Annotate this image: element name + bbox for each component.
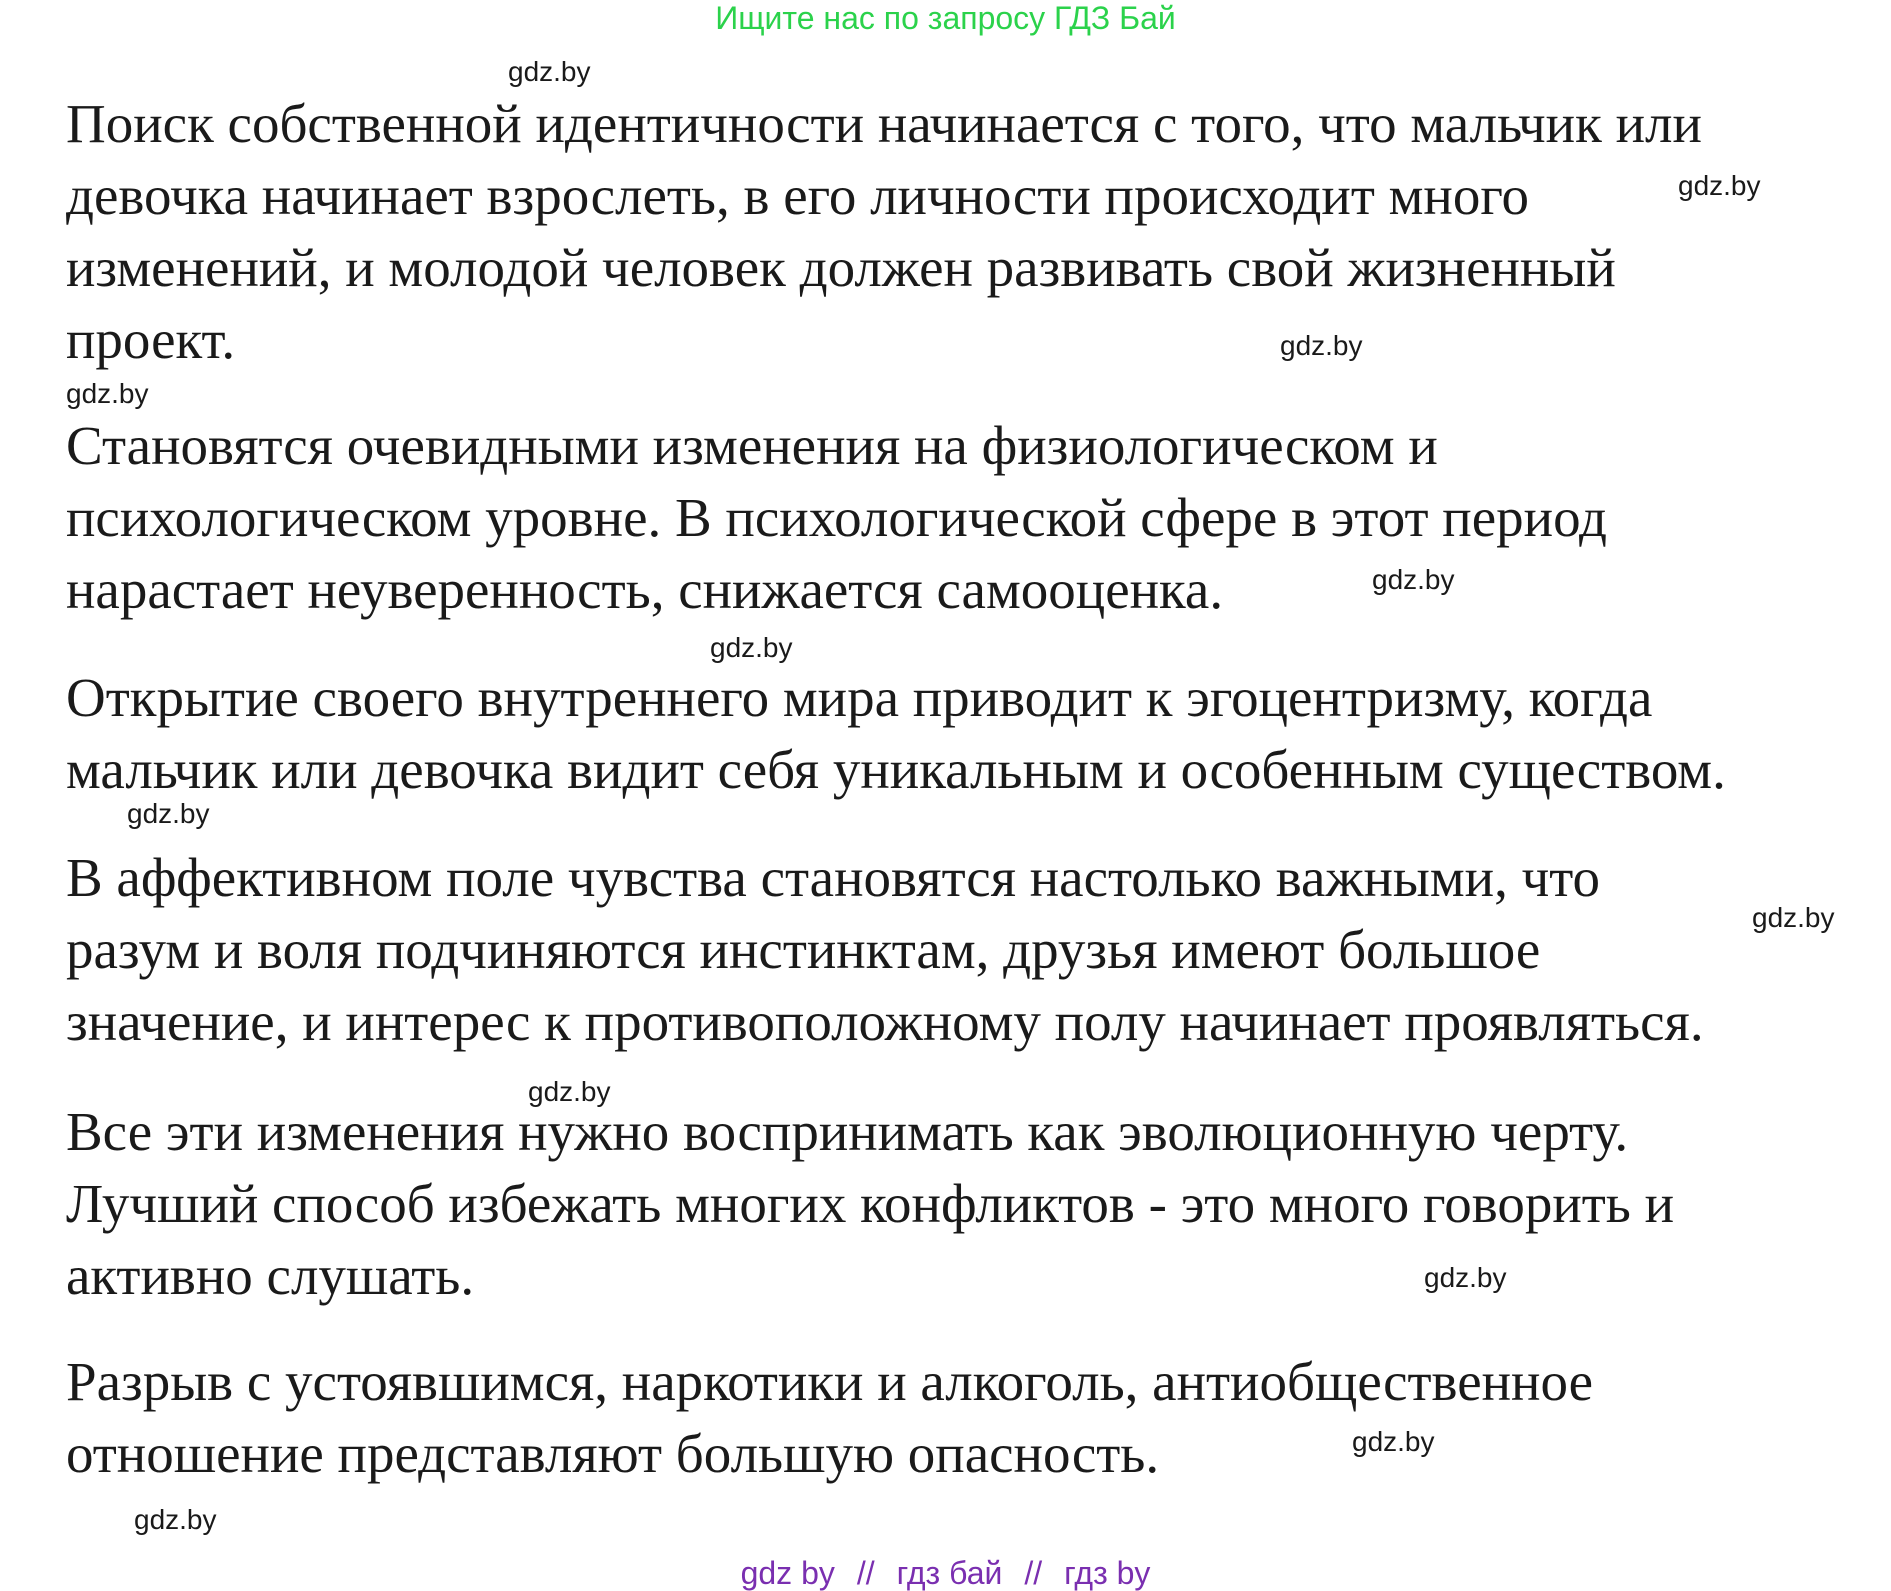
watermark: gdz.by <box>508 56 591 87</box>
footer-link-gdz-bai[interactable]: гдз бай <box>896 1555 1003 1591</box>
watermark: gdz.by <box>1752 902 1835 933</box>
promo-banner: Ищите нас по запросу ГДЗ Бай <box>715 0 1176 36</box>
paragraph-line: нарастает неуверенность, снижается самооценка. <box>66 559 1224 620</box>
footer-link-gdz-by-cyr[interactable]: гдз by <box>1064 1555 1151 1591</box>
paragraph-line: Лучший способ избежать многих конфликтов - это много говорить и <box>66 1173 1675 1234</box>
watermark: gdz.by <box>1678 170 1761 201</box>
watermark: gdz.by <box>528 1076 611 1107</box>
footer-separator: // <box>1024 1555 1043 1591</box>
watermark: gdz.by <box>134 1504 217 1535</box>
paragraph-line: отношение представляют большую опасность. <box>66 1423 1160 1484</box>
watermark: gdz.by <box>66 378 149 409</box>
watermark: gdz.by <box>710 632 793 663</box>
paragraph-line: Все эти изменения нужно воспринимать как эволюционную черту. <box>66 1101 1629 1162</box>
paragraph-affective <box>66 842 1704 1058</box>
paragraph-line: активно слушать. <box>66 1245 475 1306</box>
watermark: gdz.by <box>1280 330 1363 361</box>
paragraph-line: значение, и интерес к противоположному полу начинает проявляться. <box>66 991 1704 1052</box>
paragraph-line: психологическом уровне. В психологической сфере в этот период <box>66 487 1607 548</box>
paragraph-line: В аффективном поле чувства становятся настолько важными, что <box>66 847 1601 908</box>
paragraph-line: разум и воля подчиняются инстинктам, друзья имеют большое <box>66 919 1541 980</box>
footer-links <box>0 1555 1891 1591</box>
paragraph-line: Становятся очевидными изменения на физиологическом и <box>66 415 1438 476</box>
watermark: gdz.by <box>127 798 210 829</box>
watermark: gdz.by <box>1352 1426 1435 1457</box>
paragraph-line: девочка начинает взрослеть, в его личности происходит много <box>66 165 1530 226</box>
paragraph-line: Открытие своего внутреннего мира приводит к эгоцентризму, когда <box>66 667 1653 728</box>
paragraph-egocentrism <box>66 662 1726 806</box>
paragraph-identity <box>66 88 1702 376</box>
paragraph-line: мальчик или девочка видит себя уникальным и особенным существом. <box>66 739 1726 800</box>
paragraph-line: изменений, и молодой человек должен развивать свой жизненный <box>66 237 1616 298</box>
footer-separator: // <box>856 1555 875 1591</box>
paragraph-line: проект. <box>66 309 236 370</box>
paragraph-danger <box>66 1346 1593 1490</box>
footer-link-gdz-by[interactable]: gdz by <box>740 1555 835 1591</box>
watermark: gdz.by <box>1372 564 1455 595</box>
watermark: gdz.by <box>1424 1262 1507 1293</box>
paragraph-line: Разрыв с устоявшимся, наркотики и алкоголь, антиобщественное <box>66 1351 1594 1412</box>
paragraph-line: Поиск собственной идентичности начинается с того, что мальчик или <box>66 93 1702 154</box>
